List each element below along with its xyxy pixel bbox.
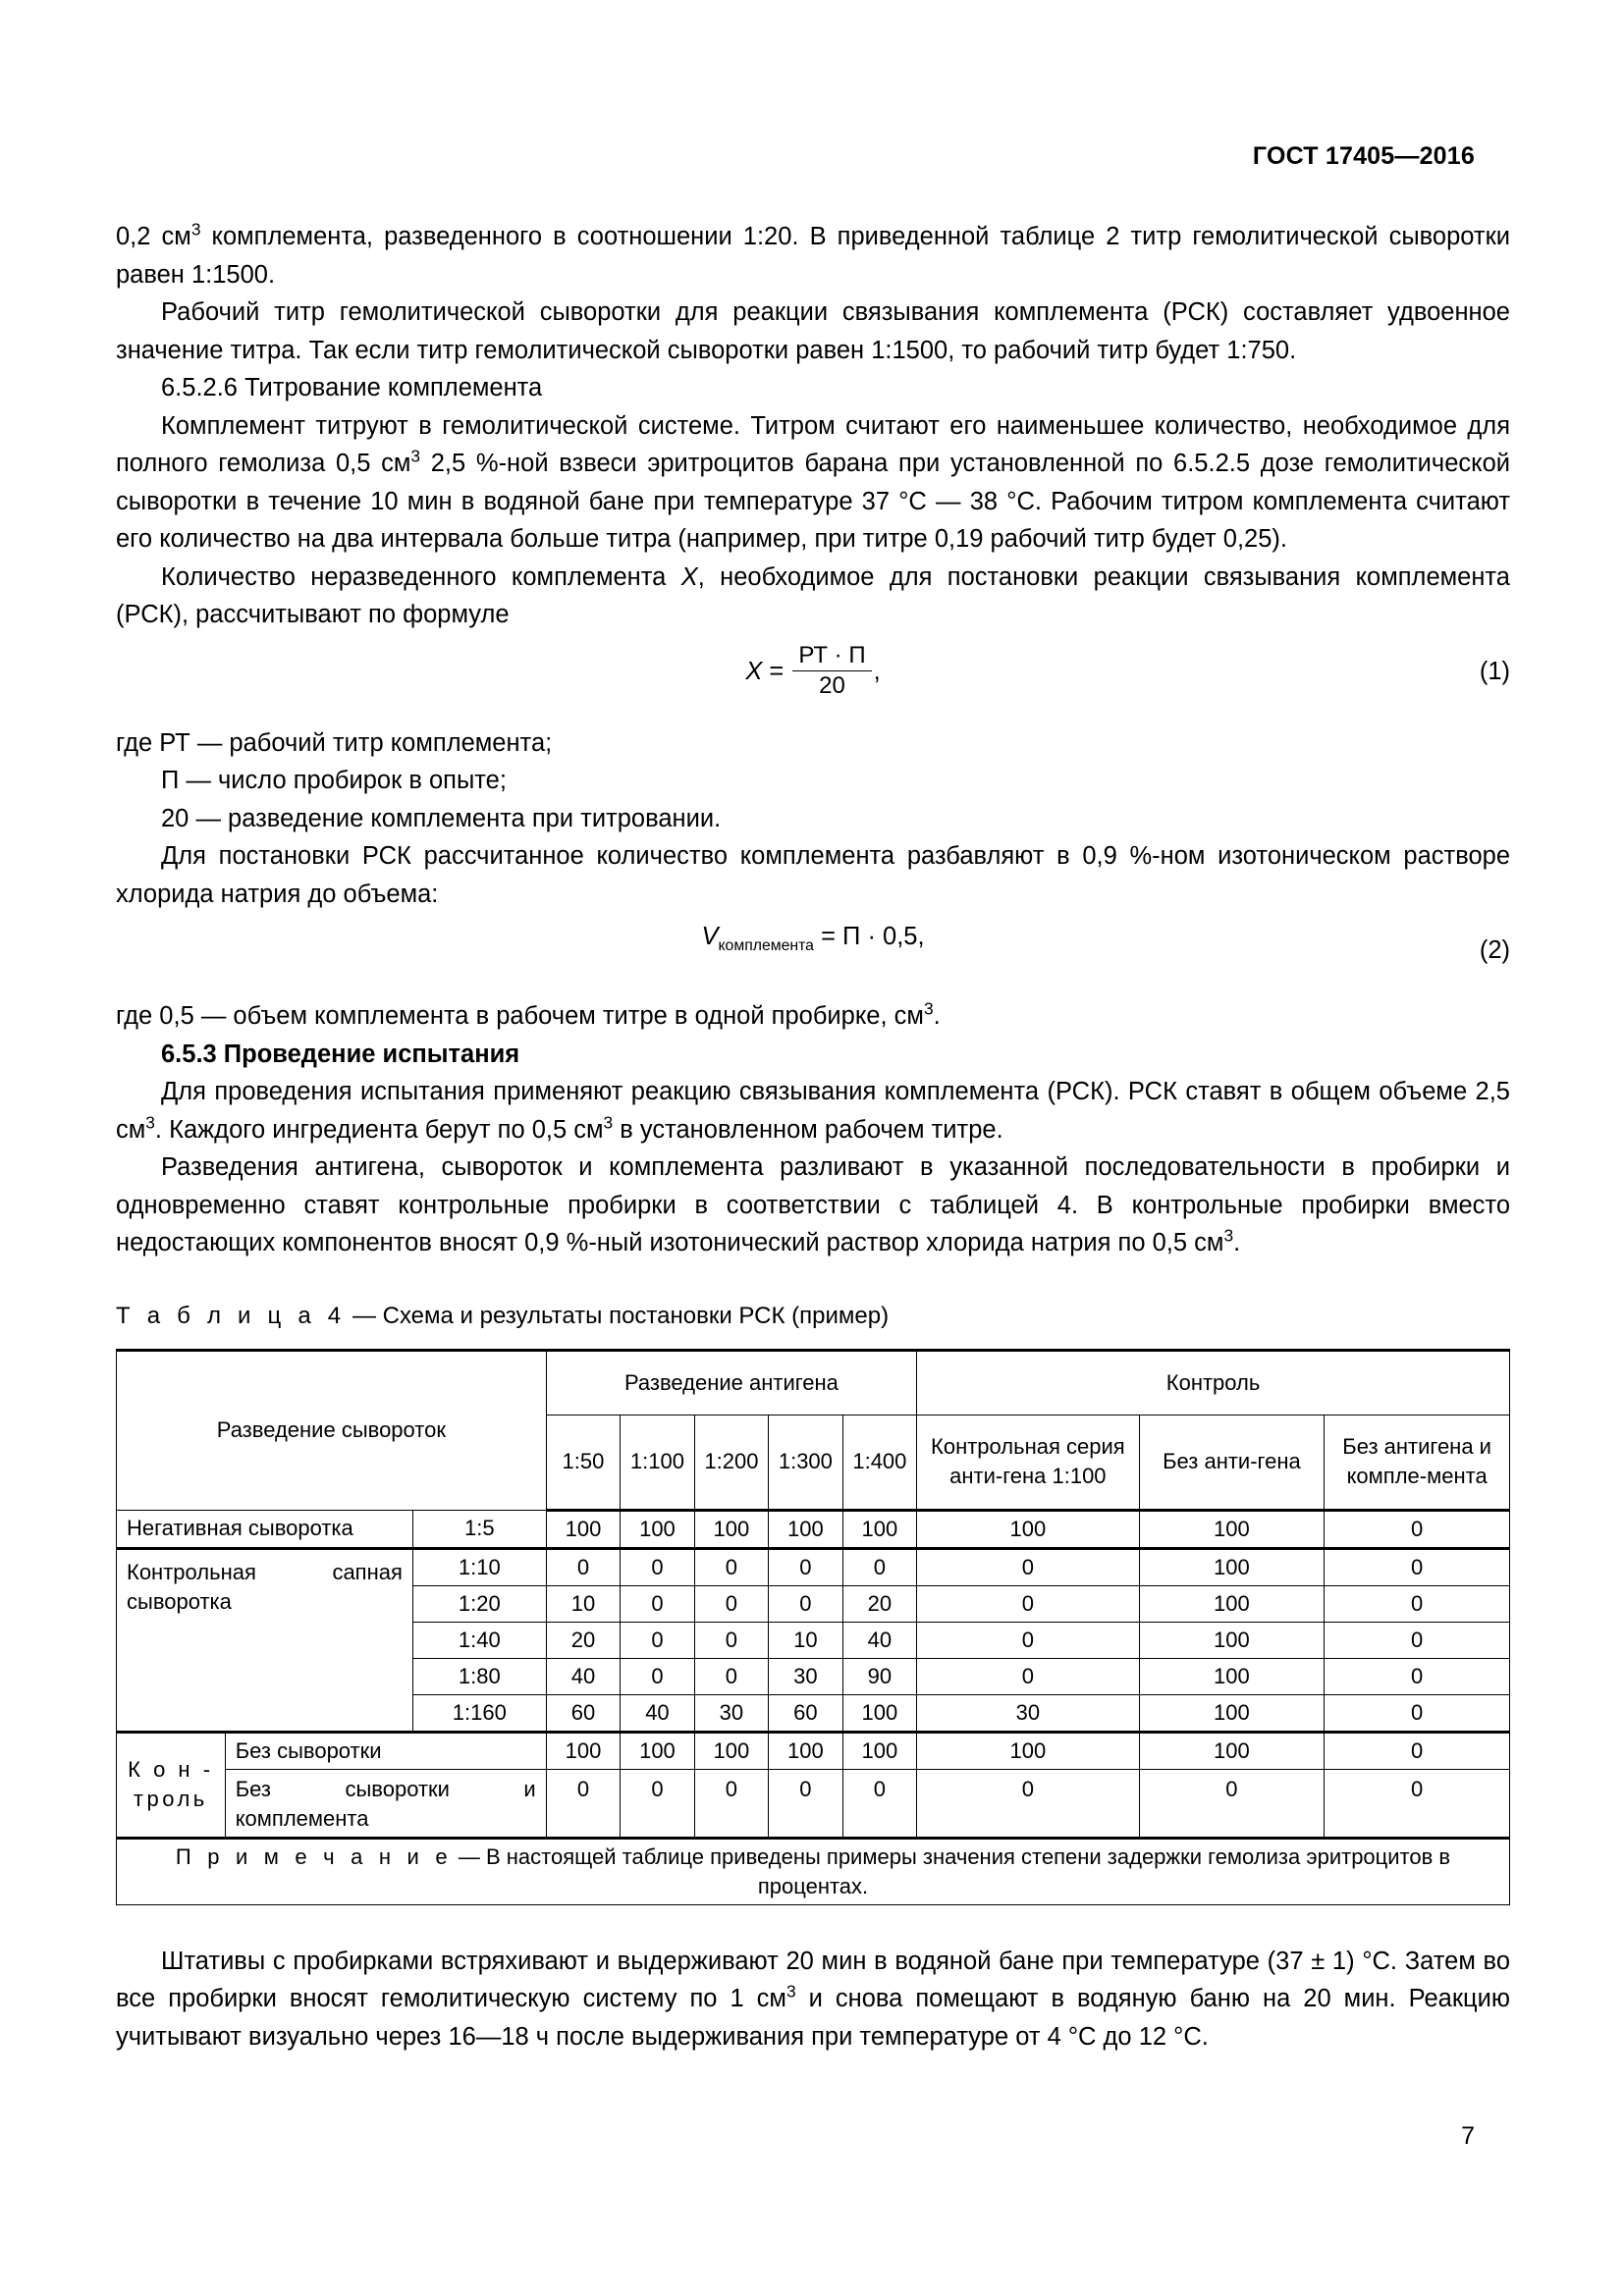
table-header-group-antigen: Разведение антигена <box>546 1350 916 1415</box>
paragraph-1-text-a: 0,2 см <box>116 223 191 250</box>
cell-value: 0 <box>694 1585 768 1622</box>
paragraph-1-text-b: комплемента, разведенного в соотношении 1:20. В приведенной таблице 2 титр гемолитической сыворотки равен 1:1500. <box>116 223 1510 289</box>
paragraph-4-text-a: Комплемент титруют в гемолитической системе. Титром считают его наименьшее количество, необходимое для полного гемолиза 0,5 см <box>116 411 1510 477</box>
table-header-row-label: Разведение сывороток <box>117 1350 547 1510</box>
table-note <box>117 1838 1510 1904</box>
cell-value: 0 <box>1139 1769 1325 1838</box>
page-number: 7 <box>1461 2122 1475 2150</box>
cell-value: 0 <box>1325 1622 1510 1658</box>
row-dilution: 1:160 <box>412 1694 546 1732</box>
row-group-label-control: К о н - троль <box>117 1732 226 1838</box>
paragraph-final-text-a: Штативы с пробирками встряхивают и выдерживают 20 мин в водяной бане при температуре (37 ± 1) °С. Затем во все пробирки вносят гемолитическую систему по 1 см <box>116 1947 1510 2012</box>
cell-value: 0 <box>621 1769 694 1838</box>
cell-value: 100 <box>694 1732 768 1769</box>
cell-value: 100 <box>621 1510 694 1548</box>
cell-value: 90 <box>842 1658 917 1694</box>
cell-value: 100 <box>1139 1585 1325 1622</box>
formula-2-subscript: комплемента <box>718 937 814 955</box>
paragraph-2: Рабочий титр гемолитической сыворотки для реакции связывания комплемента (РСК) составляет удвоенное значение титра. Так если титр гемолитической сыворотки равен 1:1500, то рабочий титр будет 1:750. <box>116 298 1510 364</box>
paragraph-4 <box>116 407 1510 559</box>
table-col-control-series: Контрольная серия анти-гена 1:100 <box>917 1415 1139 1510</box>
table-caption-text: — Схема и результаты постановки РСК (пример) <box>346 1302 890 1329</box>
cell-value: 100 <box>769 1510 842 1548</box>
table-col-antigen-1-100: 1:100 <box>621 1415 694 1510</box>
table-header-group-control: Контроль <box>917 1350 1510 1415</box>
cell-value: 100 <box>842 1694 917 1732</box>
cell-value: 100 <box>546 1510 620 1548</box>
paragraph-11-text-b: . Каждого ингредиента берут по 0,5 см <box>154 1115 604 1144</box>
cell-value: 100 <box>1139 1694 1325 1732</box>
table-row <box>117 1510 1510 1548</box>
formula-1-lhs: X <box>745 657 763 685</box>
formula-1-fraction <box>792 642 871 700</box>
table-row <box>117 1732 1510 1769</box>
table-col-antigen-1-300: 1:300 <box>769 1415 842 1510</box>
row-label-no-serum: Без сыворотки <box>225 1732 546 1769</box>
clause-6-5-2-6-heading: 6.5.2.6 Титрование комплемента <box>161 374 543 401</box>
cell-value: 0 <box>769 1769 842 1838</box>
superscript-cubic: 3 <box>410 446 421 466</box>
table-caption <box>116 1300 1510 1333</box>
cell-value: 0 <box>769 1548 842 1585</box>
paragraph-5 <box>116 559 1510 634</box>
formula-1-denominator: 20 <box>819 671 845 699</box>
cell-value: 100 <box>917 1732 1139 1769</box>
table-note-label: П р и м е ч а н и е <box>175 1843 453 1869</box>
cell-value: 20 <box>842 1585 917 1622</box>
cell-value: 0 <box>1325 1769 1510 1838</box>
cell-value: 40 <box>621 1694 694 1732</box>
formula-1 <box>116 641 1510 702</box>
table-col-antigen-1-50: 1:50 <box>546 1415 620 1510</box>
cell-value: 100 <box>621 1732 694 1769</box>
table-col-no-antigen-no-complement: Без антигена и компле-мента <box>1325 1415 1510 1510</box>
cell-value: 100 <box>842 1732 917 1769</box>
paragraph-11-text-a: Для проведения испытания применяют реакцию связывания комплемента (РСК). РСК ставят в общем объеме 2,5 см <box>116 1078 1510 1144</box>
document-body <box>116 218 1510 2056</box>
cell-value: 100 <box>917 1510 1139 1548</box>
formula-1-row <box>116 634 1510 724</box>
row-label-no-serum-no-complement: Без сыворотки и комплемента <box>225 1769 546 1838</box>
cell-value: 100 <box>1139 1622 1325 1658</box>
table-head <box>117 1350 1510 1510</box>
cell-value: 0 <box>546 1769 620 1838</box>
cell-value: 0 <box>546 1548 620 1585</box>
cell-value: 0 <box>621 1658 694 1694</box>
cell-value: 0 <box>621 1548 694 1585</box>
paragraph-9-text-b: . <box>933 1002 941 1030</box>
cell-value: 0 <box>694 1622 768 1658</box>
cell-value: 0 <box>621 1622 694 1658</box>
row-dilution: 1:20 <box>412 1585 546 1622</box>
cell-value: 0 <box>1325 1585 1510 1622</box>
superscript-cubic: 3 <box>785 1981 796 2002</box>
cell-value: 100 <box>1139 1548 1325 1585</box>
cell-value: 10 <box>769 1622 842 1658</box>
table-col-antigen-1-400: 1:400 <box>842 1415 917 1510</box>
superscript-cubic: 3 <box>190 219 201 240</box>
cell-value: 100 <box>546 1732 620 1769</box>
cell-value: 40 <box>546 1658 620 1694</box>
cell-value: 0 <box>917 1769 1139 1838</box>
cell-value: 0 <box>917 1548 1139 1585</box>
table-note-text: — В настоящей таблице приведены примеры значения степени задержки гемолиза эритроцитов в процентах. <box>452 1843 1451 1898</box>
formula-2-rhs: = П · 0,5, <box>821 923 925 950</box>
cell-value: 0 <box>1325 1732 1510 1769</box>
formula-2-number: (2) <box>1479 936 1510 964</box>
paragraph-5-text-a: Количество неразведенного комплемента <box>161 562 681 591</box>
paragraph-final <box>116 1943 1510 2056</box>
cell-value: 0 <box>842 1769 917 1838</box>
clause-6-5-3-heading: 6.5.3 Проведение испытания <box>161 1040 520 1068</box>
cell-value: 0 <box>621 1585 694 1622</box>
superscript-cubic: 3 <box>603 1112 614 1132</box>
row-dilution: 1:80 <box>412 1658 546 1694</box>
cell-value: 0 <box>917 1622 1139 1658</box>
cell-value: 0 <box>769 1585 842 1622</box>
variable-x: X <box>680 562 698 591</box>
table-note-row <box>117 1838 1510 1904</box>
cell-value: 60 <box>546 1694 620 1732</box>
paragraph-12 <box>116 1148 1510 1262</box>
cell-value: 100 <box>842 1510 917 1548</box>
cell-value: 0 <box>694 1548 768 1585</box>
paragraph-11 <box>116 1073 1510 1148</box>
paragraph-4-text-b: 2,5 %-ной взвеси эритроцитов барана при установленной по 6.5.2.5 дозе гемолитической сыворотки в течение 10 мин в водяной бане при температуре 37 °С — 38 °С. Рабочим титром комплемента считают его количество на два интервала больше титра (например, при титре 0,19 рабочий титр будет 0,25). <box>116 450 1510 553</box>
formula-2-row <box>116 913 1510 997</box>
superscript-cubic: 3 <box>923 998 934 1019</box>
paragraph-5-text-b: , необходимое для постановки реакции связывания комплемента (РСК), рассчитывают по формуле <box>116 562 1510 628</box>
cell-value: 0 <box>694 1769 768 1838</box>
where-line-p: П — число пробирок в опыте; <box>161 767 507 794</box>
table-body <box>117 1510 1510 1904</box>
formula-2-lhs: V <box>701 923 719 950</box>
superscript-cubic: 3 <box>145 1112 155 1132</box>
cell-value: 20 <box>546 1622 620 1658</box>
table-head-row-groups <box>117 1350 1510 1415</box>
cell-value: 100 <box>1139 1732 1325 1769</box>
cell-value: 30 <box>917 1694 1139 1732</box>
row-label-control-glanders-serum: Контрольная сапная сыворотка <box>117 1548 413 1732</box>
cell-value: 0 <box>842 1548 917 1585</box>
row-dilution: 1:40 <box>412 1622 546 1658</box>
table-row <box>117 1548 1510 1585</box>
cell-value: 30 <box>694 1694 768 1732</box>
paragraph-7: Для постановки РСК рассчитанное количество комплемента разбавляют в 0,9 %-ном изотоническом растворе хлорида натрия до объема: <box>116 842 1510 908</box>
formula-2 <box>116 923 1510 955</box>
cell-value: 10 <box>546 1585 620 1622</box>
cell-value: 100 <box>694 1510 768 1548</box>
paragraph-9-text-a: где 0,5 — объем комплемента в рабочем титре в одной пробирке, см <box>116 1002 924 1030</box>
cell-value: 100 <box>1139 1510 1325 1548</box>
table-rsk-results <box>116 1349 1510 1905</box>
row-label-negative-serum: Негативная сыворотка <box>117 1510 413 1548</box>
cell-value: 40 <box>842 1622 917 1658</box>
page-header-standard-id: ГОСТ 17405—2016 <box>1252 142 1475 170</box>
cell-value: 100 <box>769 1732 842 1769</box>
formula-1-comma: , <box>873 657 881 685</box>
formula-1-equals: = <box>769 657 785 685</box>
table-col-antigen-1-200: 1:200 <box>694 1415 768 1510</box>
where-line-20: 20 — разведение комплемента при титровании. <box>161 804 722 832</box>
formula-1-numerator: РТ · П <box>792 642 871 671</box>
cell-value: 0 <box>1325 1694 1510 1732</box>
cell-value: 60 <box>769 1694 842 1732</box>
where-line-rt: где РТ — рабочий титр комплемента; <box>116 728 553 757</box>
where-list-1 <box>116 724 1510 838</box>
cell-value: 30 <box>769 1658 842 1694</box>
cell-value: 0 <box>1325 1548 1510 1585</box>
paragraph-9 <box>116 997 1510 1036</box>
superscript-cubic: 3 <box>1223 1225 1234 1246</box>
cell-value: 0 <box>917 1585 1139 1622</box>
paragraph-12-text-a: Разведения антигена, сывороток и комплемента разливают в указанной последовательности в пробирки и одновременно ставят контрольные пробирки в соответствии с таблицей 4. В контрольные пробирки вместо недостающих компонентов вносят 0,9 %-ный изотонический раствор хлорида натрия по 0,5 см <box>116 1153 1510 1256</box>
table-col-no-antigen: Без анти-гена <box>1139 1415 1325 1510</box>
cell-value: 0 <box>1325 1510 1510 1548</box>
paragraph-11-text-c: в установленном рабочем титре. <box>613 1115 1003 1144</box>
formula-1-number: (1) <box>1479 657 1510 685</box>
paragraph-1 <box>116 218 1510 294</box>
paragraph-12-text-b: . <box>1233 1229 1241 1256</box>
row-dilution: 1:10 <box>412 1548 546 1585</box>
cell-value: 0 <box>1325 1658 1510 1694</box>
table-caption-label: Т а б л и ц а 4 <box>116 1302 347 1329</box>
cell-value: 0 <box>694 1658 768 1694</box>
paragraph-final-text-b: и снова помещают в водяную баню на 20 мин. Реакцию учитывают визуально через 16—18 ч после выдерживания при температуре от 4 °С до 12 °С. <box>116 1985 1510 2051</box>
cell-value: 100 <box>1139 1658 1325 1694</box>
row-dilution: 1:5 <box>412 1510 546 1548</box>
cell-value: 0 <box>917 1658 1139 1694</box>
table-row <box>117 1769 1510 1838</box>
